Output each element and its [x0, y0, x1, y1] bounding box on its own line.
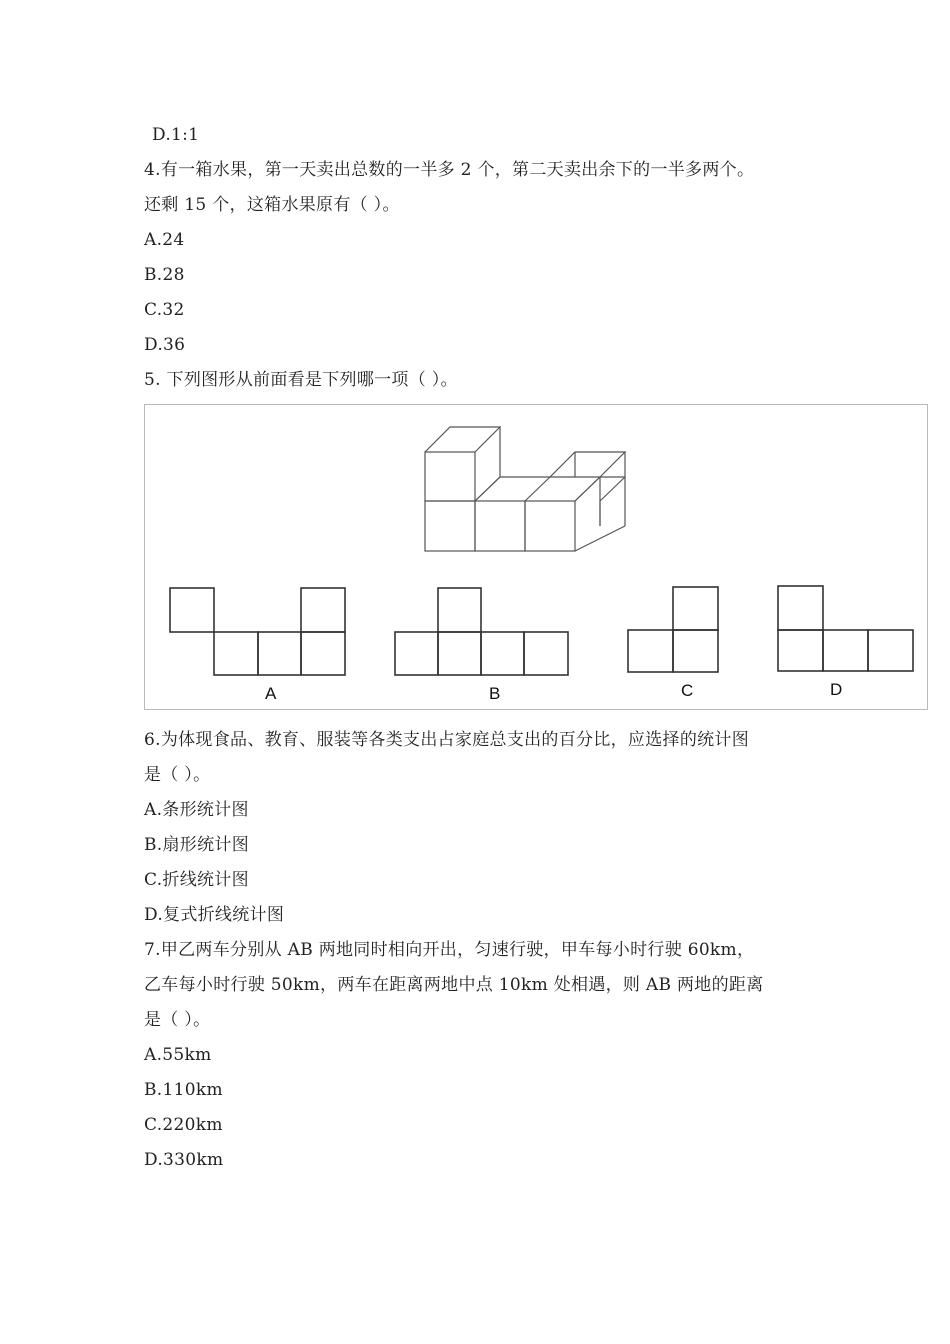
q5-figure: [144, 404, 928, 710]
option-b-label: B: [489, 684, 501, 703]
q7-stem-line2: 乙车每小时行驶 50km，两车在距离两地中点 10km 处相遇，则 AB 两地的距离: [144, 975, 764, 995]
option-c-label: C: [681, 681, 694, 700]
q4-stem-line1: 4.有一箱水果，第一天卖出总数的一半多 2 个，第二天卖出余下的一半多两个。: [144, 160, 755, 180]
q7-option-a: A.55km: [144, 1045, 212, 1065]
q5-stem: 5. 下列图形从前面看是下列哪一项（ ）。: [144, 370, 458, 390]
q4-option-b: B.28: [144, 265, 185, 285]
q6-option-c: C.折线统计图: [144, 870, 249, 890]
option-d-view: [778, 586, 913, 671]
q7-option-c: C.220km: [144, 1115, 223, 1135]
q7-stem-line1: 7.甲乙两车分别从 AB 两地同时相向开出，匀速行驶，甲车每小时行驶 60km，: [144, 940, 755, 960]
option-d-label: D: [830, 680, 843, 699]
q7-stem-line3: 是（ ）。: [144, 1010, 211, 1030]
q4-option-d: D.36: [144, 335, 186, 355]
line-q3-option-d: D.1:1: [152, 125, 200, 145]
q6-option-a: A.条形统计图: [144, 800, 249, 820]
q6-option-d: D.复式折线统计图: [144, 905, 285, 925]
option-c-view: [628, 587, 718, 672]
q4-stem-line2: 还剩 15 个，这箱水果原有（ ）。: [144, 195, 400, 215]
q4-option-c: C.32: [144, 300, 185, 320]
q4-option-a: A.24: [144, 230, 185, 250]
option-a-view: [170, 588, 345, 675]
option-a-label: A: [265, 684, 277, 703]
q5-figure-svg: [145, 405, 929, 711]
isometric-block-figure: [425, 427, 625, 551]
q6-option-b: B.扇形统计图: [144, 835, 249, 855]
q6-stem-line1: 6.为体现食品、教育、服装等各类支出占家庭总支出的百分比，应选择的统计图: [144, 730, 750, 750]
q7-option-b: B.110km: [144, 1080, 223, 1100]
q6-stem-line2: 是（ ）。: [144, 765, 211, 785]
q7-option-d: D.330km: [144, 1150, 224, 1170]
option-b-view: [395, 588, 568, 675]
